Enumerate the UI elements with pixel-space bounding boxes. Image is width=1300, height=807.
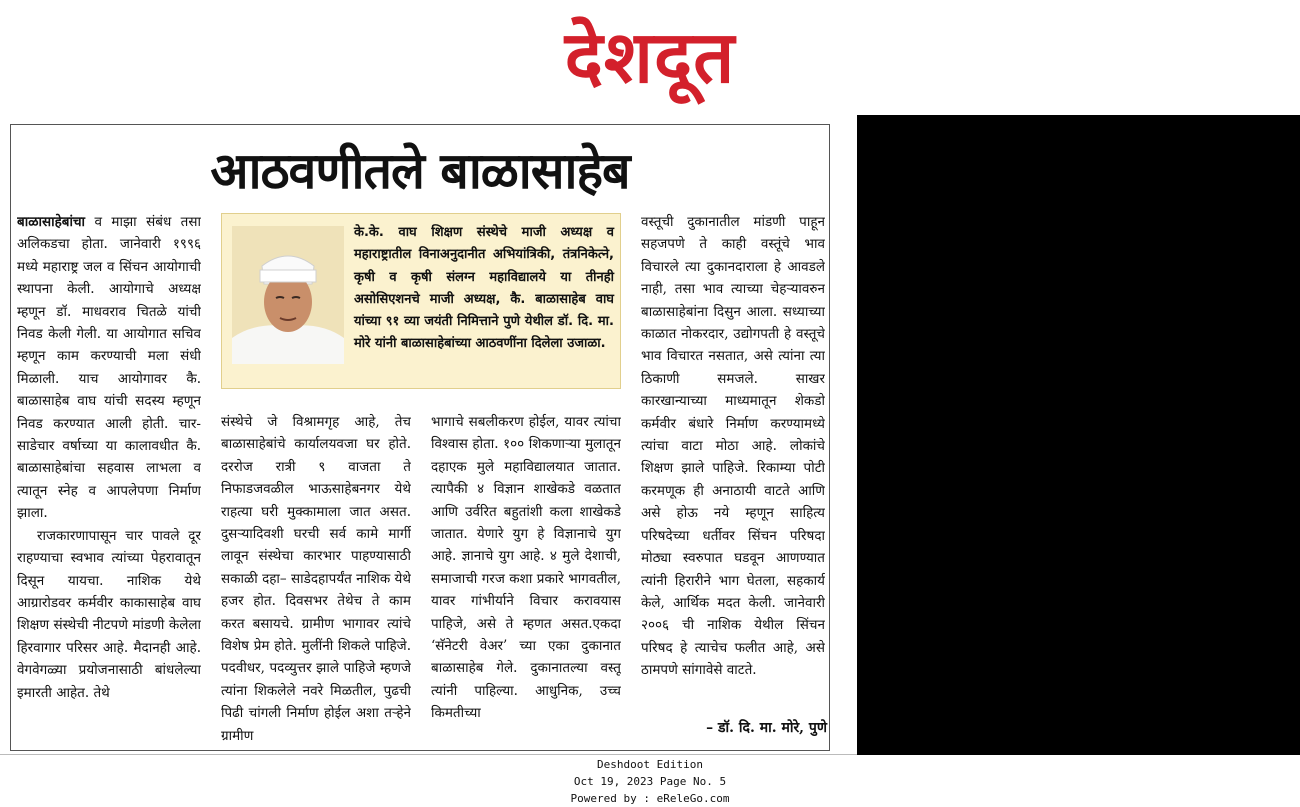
headline: आठवणीतले बाळासाहेब — [210, 142, 630, 200]
paragraph: संस्थेचे जे विश्रामगृह आहे, तेच बाळासाहेबांचे कार्यालयवजा घर होते. दररोज रात्री ९ वाजता ते निफाडजवळील भाऊसाहेबनगर येथे राहत्या घरी मुक्कामाला जात असत. दुसऱ्यादिवशी घरची सर्व कामे मार्गी लावून संस्थेचा कारभार पाहण्यासाठी सकाळी दहा– साडेदहापर्यंत नाशिक येथे हजर होत. दिवसभर तेथेच ते काम करत बसायचे. ग्रामीण भागावर त्यांचे विशेष प्रेम होते. मुलींनी शिकले पाहिजे. पदवीधर, पदव्युत्तर झाले पाहिजे म्हणजे त्यांना शिकलेले नवरे मिळतील, पुढची पिढी चांगली निर्माण होईल अशा तऱ्हेने ग्रामीण — [221, 414, 411, 743]
paragraph: व माझा संबंध तसा अलिकडचा होता. जानेवारी १९९६ मध्ये महाराष्ट्र जल व सिंचन आयोगाची स्थापना केली. आयोगाचे अध्यक्ष म्हणून डॉ. माधवराव चितळे यांची निवड केली गेली. या आयोगात सचिव म्हणून काम करण्याची मला संधी मिळाली. याच आयोगावर कै. बाळासाहेब वाघ यांची सदस्य म्हणून निवड करण्यात आली होती. चार-साडेचार वर्षाच्या या कालावधीत कै. बाळासाहेबांचा सहवास लाभला व त्यातून स्नेह व आपलेपणा निर्माण झाला. — [17, 214, 201, 522]
intro-text: के.के. वाघ शिक्षण संस्थेचे माजी अध्यक्ष व महाराष्ट्रातील विनाअनुदानीत अभियांत्रिकी, तंत्रनिकेत्ने, कृषी व कृषी संलग्न महाविद्यालये या तीनही असोसिएशनचे माजी अध्यक्ष, कै. बाळासाहेब वाघ यांच्या ९१ व्या जयंती निमित्ताने पुणे येथील डॉ. दि. मा. मोरे यांनी बाळासाहेबांच्या आठवणींना दिलेला उजाळा. — [354, 225, 614, 352]
masthead-logo — [520, 8, 780, 106]
paragraph: राजकारणापासून चार पावले दूर राहण्याचा स्वभाव त्यांच्या पेहरावातून दिसून यायचा. नाशिक येथे आग्रारोडवर कर्मवीर काकासाहेब वाघ शिक्षण संस्थेची नीटपणे मांडणी केलेला हिरवागार परिसर आहे. मैदानही आहे. वेगवेगळ्या प्रयोजनासाठी बांधलेल्या इमारती आहेत. तेथे — [17, 527, 201, 701]
edition-label: Deshdoot Edition — [597, 758, 703, 771]
footer — [0, 756, 1300, 807]
masthead-text: देशदूत — [564, 15, 736, 99]
article — [10, 124, 830, 751]
byline: – डॉ. दि. मा. मोरे, पुणे — [706, 720, 827, 736]
divider — [0, 754, 857, 755]
article-column-1 — [17, 211, 201, 743]
paragraph: वस्तूची दुकानातील मांडणी पाहून सहजपणे ते काही वस्तूंचे भाव विचारले त्या दुकानदाराला हे आवडले नाही, तसा भाव त्याच्या चेहऱ्यावरुन बाळासाहेबांना दिसुन आला. सध्याच्या काळात नोकरदार, उद्योगपती हे वस्तूचे भाव विचारत नसतात, असे त्यांना त्या ठिकाणी समजले. साखर कारखान्याच्या माध्यमातून शेकडो कर्मवीर बंधारे निर्माण करण्यामध्ये त्यांचा वाटा मोठा आहे. लोकांचे शिक्षण झाले पाहिजे. रिकाम्या पोटी करमणूक ही अनाठायी वाटते आणि असे होऊ नये म्हणून साहित्य परिषदेच्या धर्तीवर सिंचन परिषदा मोठ्या स्वरुपात घडवून आणण्यात त्यांनी हिरारीने भाग घेतला, सहकार्य केले, आर्थिक मदत केली. जानेवारी २००६ ची नाशिक येथील सिंचन परिषद हे त्याचेच फलीत आहे, असे ठामपणे सांगावेसे वाटते. — [641, 214, 825, 679]
article-column-3 — [431, 411, 621, 743]
powered-by-label[interactable]: Powered by : eReleGo.com — [570, 792, 730, 805]
article-column-2 — [221, 411, 411, 743]
portrait-icon — [232, 226, 344, 364]
paragraph: भागाचे सबलीकरण होईल, यावर त्यांचा विश्वास होता. १०० शिकणाऱ्या मुलातून दहाएक मुले महाविद्यालयात जातात. त्यापैकी ४ विज्ञान शाखेकडे वळतात आणि उर्वरित बहुतांशी कला शाखेकडे जातात. येणारे युग हे विज्ञानाचे युग आहे. ज्ञानाचे युग आहे. ४ मुले देशाची, समाजाची गरज कशा प्रकारे भागवतील, यावर गांभीर्याने विचार करावयास पाहिजे, असे ते म्हणत असत.एकदा ‘सॅनेटरी वेअर’ च्या एका दुकानात बाळासाहेब गेले. दुकानातल्या वस्तू त्यांनी पाहिल्या. आधुनिक, उच्च किमतीच्या — [431, 414, 621, 722]
date-page-label: Oct 19, 2023 Page No. 5 — [573, 775, 727, 788]
blank-panel — [857, 115, 1300, 755]
intro-box — [221, 213, 621, 389]
article-column-4 — [641, 211, 825, 719]
lead-word: बाळासाहेबांचा — [17, 214, 86, 230]
portrait-photo — [232, 226, 344, 364]
